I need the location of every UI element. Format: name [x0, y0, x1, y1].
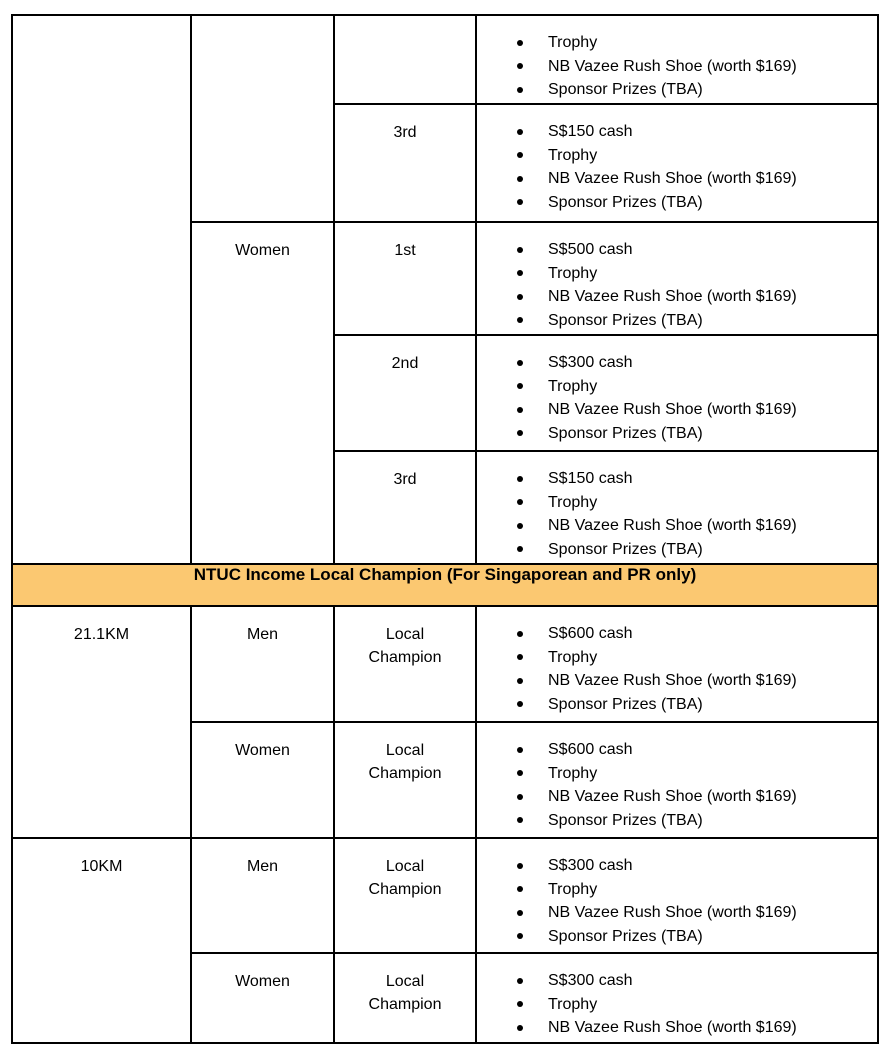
place-cell: [334, 104, 476, 222]
distance-cell: [12, 838, 191, 1043]
table-row: [12, 15, 878, 104]
prize-item: Trophy: [517, 144, 871, 168]
prizes-cell: [476, 104, 878, 222]
prize-item: Trophy: [517, 262, 871, 286]
gender-cell: [191, 838, 334, 953]
place-cell: [334, 722, 476, 838]
gender-label: Women: [235, 973, 290, 990]
place-label: Local Champion: [368, 858, 442, 898]
place-label: 1st: [394, 242, 416, 259]
prize-item: S$600 cash: [517, 622, 871, 646]
prizes-cell: [476, 953, 878, 1043]
distance-label: 21.1KM: [73, 626, 130, 643]
prize-item: NB Vazee Rush Shoe (worth $169): [517, 1016, 871, 1040]
prize-item: S$300 cash: [517, 854, 871, 878]
place-cell: [334, 606, 476, 722]
prize-list: [477, 954, 877, 1040]
prize-item: Trophy: [517, 375, 871, 399]
prize-table: [11, 14, 879, 1044]
place-cell: [334, 222, 476, 335]
prize-item: Trophy: [517, 491, 871, 515]
prize-item: Sponsor Prizes (TBA): [517, 78, 871, 102]
section-band: NTUC Income Local Champion (For Singaporean and PR only): [12, 564, 878, 606]
prize-item: Sponsor Prizes (TBA): [517, 309, 871, 333]
prize-item: NB Vazee Rush Shoe (worth $169): [517, 285, 871, 309]
table-row: [12, 606, 878, 722]
gender-label: Men: [246, 626, 279, 643]
gender-label: Men: [246, 858, 279, 875]
prize-item: NB Vazee Rush Shoe (worth $169): [517, 398, 871, 422]
place-label: Local Champion: [368, 626, 442, 666]
prizes-cell: [476, 838, 878, 953]
prize-list: [477, 607, 877, 716]
place-label: Local Champion: [368, 973, 442, 1013]
prize-item: NB Vazee Rush Shoe (worth $169): [517, 669, 871, 693]
distance-cell-blank: [12, 15, 191, 564]
place-cell-blank: [334, 15, 476, 104]
table-row: [12, 838, 878, 953]
prizes-cell: [476, 222, 878, 335]
gender-cell-blank: [191, 15, 334, 222]
prize-list: [477, 336, 877, 445]
gender-label: Women: [235, 242, 290, 259]
prize-item: Trophy: [517, 646, 871, 670]
gender-cell: [191, 722, 334, 838]
prizes-cell: [476, 451, 878, 564]
prizes-cell: [476, 722, 878, 838]
prizes-cell: [476, 335, 878, 451]
gender-cell: [191, 222, 334, 564]
distance-label: 10KM: [80, 858, 123, 875]
prize-item: NB Vazee Rush Shoe (worth $169): [517, 514, 871, 538]
prize-item: Sponsor Prizes (TBA): [517, 422, 871, 446]
prize-item: S$150 cash: [517, 120, 871, 144]
prize-item: NB Vazee Rush Shoe (worth $169): [517, 55, 871, 79]
prize-item: Sponsor Prizes (TBA): [517, 693, 871, 717]
prize-item: NB Vazee Rush Shoe (worth $169): [517, 785, 871, 809]
prize-item: Sponsor Prizes (TBA): [517, 925, 871, 949]
prize-item: S$300 cash: [517, 351, 871, 375]
prize-item: S$500 cash: [517, 238, 871, 262]
place-cell: [334, 838, 476, 953]
section-band-row: [12, 564, 878, 606]
place-cell: [334, 451, 476, 564]
gender-cell: [191, 606, 334, 722]
place-label: 3rd: [393, 471, 417, 488]
place-label: 2nd: [391, 355, 419, 372]
prize-list: [477, 452, 877, 561]
prize-item: Sponsor Prizes (TBA): [517, 809, 871, 833]
prize-item: Trophy: [517, 878, 871, 902]
prize-item: NB Vazee Rush Shoe (worth $169): [517, 167, 871, 191]
prize-item: Trophy: [517, 762, 871, 786]
prize-item: Trophy: [517, 31, 871, 55]
prize-item: Sponsor Prizes (TBA): [517, 538, 871, 562]
gender-label: Women: [235, 742, 290, 759]
place-cell: [334, 335, 476, 451]
prize-list: [477, 839, 877, 948]
prize-item: NB Vazee Rush Shoe (worth $169): [517, 901, 871, 925]
place-label: 3rd: [393, 124, 417, 141]
prize-item: S$600 cash: [517, 738, 871, 762]
prize-list: [477, 16, 877, 102]
place-label: Local Champion: [368, 742, 442, 782]
gender-cell: [191, 953, 334, 1043]
prize-item: S$300 cash: [517, 969, 871, 993]
distance-cell: [12, 606, 191, 838]
place-cell: [334, 953, 476, 1043]
prizes-cell: [476, 15, 878, 104]
prize-item: Sponsor Prizes (TBA): [517, 191, 871, 215]
prize-list: [477, 723, 877, 832]
prizes-cell: [476, 606, 878, 722]
prize-list: [477, 223, 877, 332]
prize-item: Trophy: [517, 993, 871, 1017]
prize-list: [477, 105, 877, 214]
prize-item: S$150 cash: [517, 467, 871, 491]
